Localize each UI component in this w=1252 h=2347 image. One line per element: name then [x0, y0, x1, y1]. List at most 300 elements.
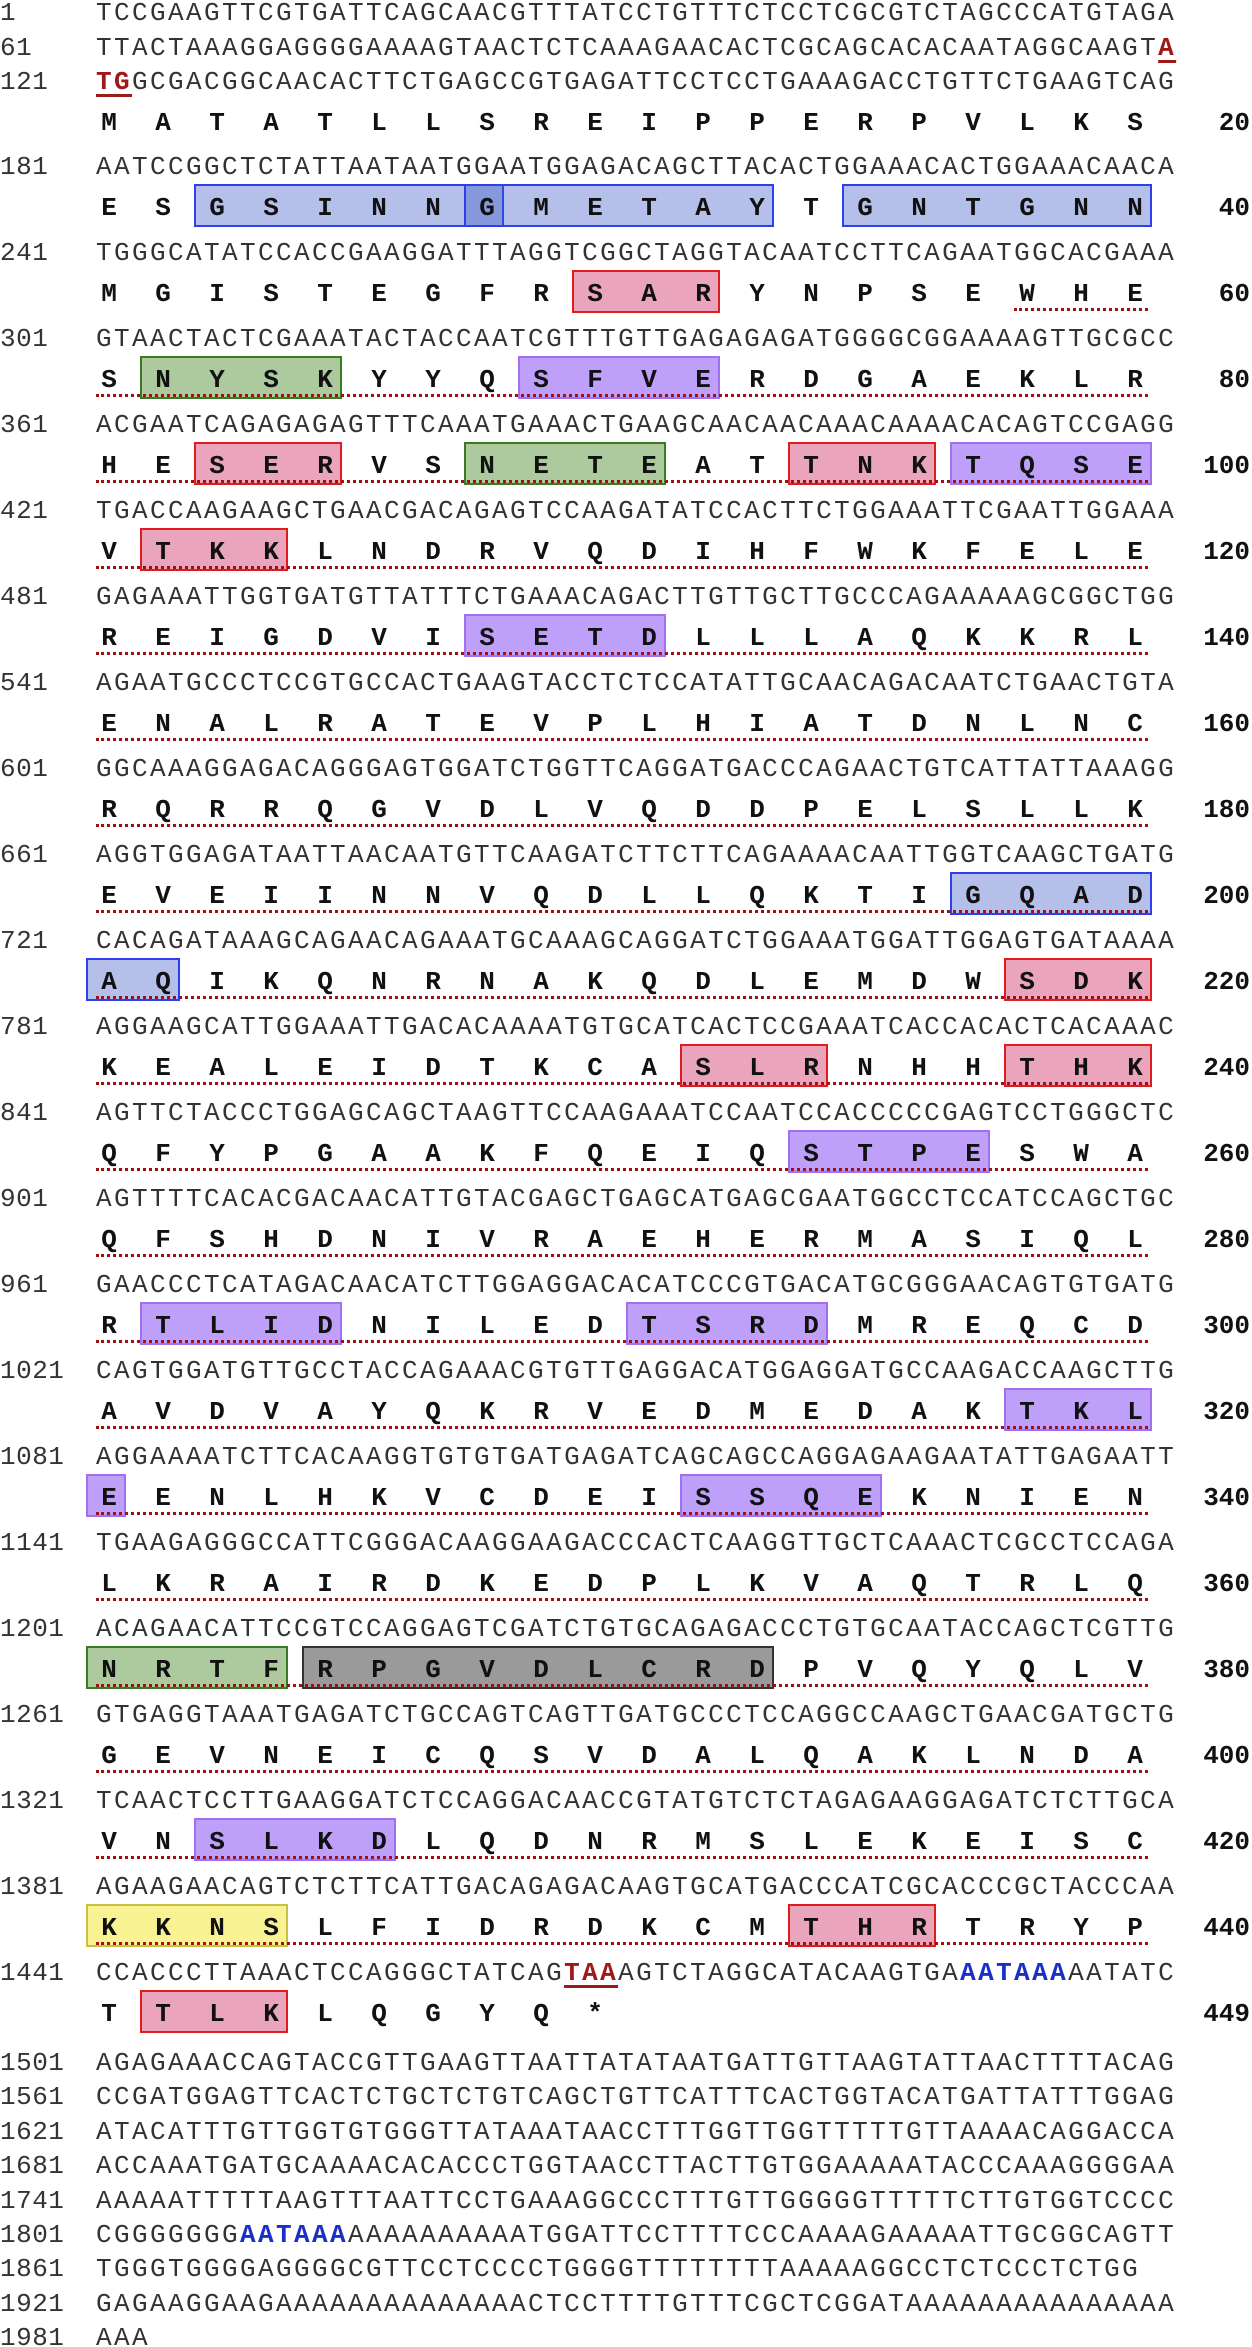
- amino-acid: Q: [911, 1569, 927, 1599]
- amino-acid: V: [533, 537, 549, 567]
- amino-acid: S: [1019, 1139, 1035, 1169]
- sequence-segment: AATATC: [1068, 1958, 1177, 1988]
- sequence-segment: AAA: [96, 2323, 151, 2347]
- residue-count: 440: [1203, 1913, 1250, 1943]
- amino-acid: E: [533, 623, 549, 653]
- line-number: 1501: [0, 2048, 65, 2078]
- amino-acid: T: [155, 537, 171, 567]
- amino-acid: S: [911, 279, 927, 309]
- amino-acid: T: [965, 451, 981, 481]
- amino-acid: C: [1073, 1311, 1089, 1341]
- amino-acid: R: [317, 451, 333, 481]
- amino-acid: Q: [1019, 1655, 1035, 1685]
- amino-acid: S: [965, 795, 981, 825]
- amino-acid: E: [533, 451, 549, 481]
- reading-frame-underline: [96, 394, 1148, 397]
- amino-acid: L: [695, 623, 711, 653]
- amino-acid: K: [263, 967, 279, 997]
- amino-acid: Q: [533, 881, 549, 911]
- amino-acid: W: [857, 537, 873, 567]
- amino-acid: D: [911, 709, 927, 739]
- amino-acid: S: [749, 1827, 765, 1857]
- amino-acid: N: [209, 1483, 225, 1513]
- amino-acid: L: [749, 1053, 765, 1083]
- sequence-segment: GAGAAATTGGTGATGTTATTTCTGAAACAGACTTGTTGCTTGCCCAGAAAAAGCGGCTGG: [96, 582, 1177, 612]
- amino-acid: D: [425, 537, 441, 567]
- amino-acid: Q: [317, 795, 333, 825]
- amino-acid: A: [641, 1053, 657, 1083]
- line-number: 481: [0, 582, 49, 612]
- amino-acid: D: [587, 1913, 603, 1943]
- residue-count: 400: [1203, 1741, 1250, 1771]
- amino-acid: E: [857, 795, 873, 825]
- amino-acid: T: [1019, 1053, 1035, 1083]
- amino-acid: D: [317, 623, 333, 653]
- amino-acid: I: [1019, 1225, 1035, 1255]
- sequence-segment: TGACCAAGAAGCTGAACGACAGAGTCCAAGATATCCACTTCTGGAAATTCGAATTGGAAA: [96, 496, 1177, 526]
- amino-acid: L: [425, 1827, 441, 1857]
- amino-acid: N: [371, 1225, 387, 1255]
- start-codon: TG: [96, 67, 133, 97]
- amino-acid: V: [641, 365, 657, 395]
- amino-acid: L: [1073, 1655, 1089, 1685]
- amino-acid: H: [695, 1225, 711, 1255]
- residue-count: 180: [1203, 795, 1250, 825]
- amino-acid: Q: [101, 1225, 117, 1255]
- amino-acid: R: [749, 365, 765, 395]
- amino-acid: Q: [911, 623, 927, 653]
- amino-acid: F: [533, 1139, 549, 1169]
- amino-acid: V: [425, 1483, 441, 1513]
- amino-acid: I: [641, 108, 657, 138]
- amino-acid: I: [425, 1913, 441, 1943]
- amino-acid: H: [101, 451, 117, 481]
- amino-acid: N: [857, 1053, 873, 1083]
- amino-acid: L: [749, 967, 765, 997]
- sequence-segment: TGGGTGGGGAGGGGCGTTCCTCCCCTGGGGTTTTTTTTAAAAAGGCCTCTCCCTCTGG: [96, 2254, 1141, 2285]
- amino-acid: N: [155, 709, 171, 739]
- amino-acid: A: [533, 967, 549, 997]
- amino-acid: R: [533, 108, 549, 138]
- amino-acid: Y: [425, 365, 441, 395]
- nucleotide-sequence: [96, 1528, 1176, 1558]
- amino-acid: I: [695, 537, 711, 567]
- amino-acid: Q: [641, 795, 657, 825]
- line-number: 1141: [0, 1528, 65, 1558]
- sequence-segment: CCACCCTTAAACTCCAGGGCTATCAG: [96, 1958, 565, 1988]
- amino-acid: S: [425, 451, 441, 481]
- amino-acid: A: [101, 1397, 117, 1427]
- amino-acid: K: [1073, 108, 1089, 138]
- residue-count: 240: [1203, 1053, 1250, 1083]
- amino-acid: K: [911, 1827, 927, 1857]
- amino-acid: E: [587, 108, 603, 138]
- amino-acid: M: [749, 1397, 765, 1427]
- amino-acid: L: [101, 1569, 117, 1599]
- amino-acid: D: [695, 795, 711, 825]
- reading-frame-underline: [96, 1770, 1148, 1773]
- amino-acid: V: [209, 1741, 225, 1771]
- amino-acid: N: [155, 1827, 171, 1857]
- amino-acid: S: [263, 193, 279, 223]
- residue-count: 160: [1203, 709, 1250, 739]
- amino-acid: A: [587, 1225, 603, 1255]
- amino-acid: R: [911, 1913, 927, 1943]
- amino-acid: D: [749, 1655, 765, 1685]
- amino-acid: E: [533, 1569, 549, 1599]
- line-number: 1921: [0, 2288, 65, 2319]
- amino-acid: N: [911, 193, 927, 223]
- amino-acid: Y: [209, 1139, 225, 1169]
- amino-acid: A: [1127, 1741, 1143, 1771]
- amino-acid: R: [101, 1311, 117, 1341]
- amino-acid: A: [209, 1053, 225, 1083]
- amino-acid: Y: [1073, 1913, 1089, 1943]
- amino-acid: A: [209, 709, 225, 739]
- polyadenylation-signal: AATAAA: [960, 1958, 1069, 1988]
- motif-box-blue: [464, 184, 774, 227]
- sequence-segment: GCGACGGCAACACTTCTGAGCCGTGAGATTCCTCCTGAAAGACCTGTTCTGAAGTCAG: [132, 67, 1177, 97]
- amino-acid: P: [803, 1655, 819, 1685]
- line-number: 301: [0, 324, 49, 354]
- amino-acid: C: [479, 1483, 495, 1513]
- amino-acid: L: [1127, 623, 1143, 653]
- amino-acid: S: [263, 365, 279, 395]
- sequence-segment: AGGAAGCATTGGAAATTGACACAAAATGTGCATCACTCCGAAATCACCACACTCACAAAC: [96, 1012, 1177, 1042]
- amino-acid: E: [155, 1053, 171, 1083]
- amino-acid: A: [695, 1741, 711, 1771]
- amino-acid: V: [857, 1655, 873, 1685]
- sequence-segment: ACAGAACATTCCGTCCAGGAGTCGATCTGTGCAGAGACCCTGTGCAATACCAGCTCGTTG: [96, 1614, 1177, 1644]
- amino-acid: Y: [371, 1397, 387, 1427]
- amino-acid: N: [965, 1483, 981, 1513]
- amino-acid: W: [965, 967, 981, 997]
- amino-acid: E: [263, 451, 279, 481]
- amino-acid: M: [857, 967, 873, 997]
- amino-acid: S: [101, 365, 117, 395]
- amino-acid: D: [479, 1913, 495, 1943]
- nucleotide-sequence: [96, 582, 1176, 612]
- amino-acid: G: [425, 279, 441, 309]
- nucleotide-sequence: [96, 1098, 1176, 1128]
- amino-acid: T: [425, 709, 441, 739]
- amino-acid: R: [263, 795, 279, 825]
- amino-acid: D: [317, 1311, 333, 1341]
- amino-acid: G: [155, 279, 171, 309]
- amino-acid: N: [209, 1913, 225, 1943]
- amino-acid: Y: [749, 279, 765, 309]
- amino-acid: G: [101, 1741, 117, 1771]
- amino-acid: R: [803, 1225, 819, 1255]
- amino-acid: N: [1073, 193, 1089, 223]
- amino-acid: L: [911, 795, 927, 825]
- amino-acid: K: [965, 1397, 981, 1427]
- amino-acid: K: [911, 1483, 927, 1513]
- amino-acid: L: [479, 1311, 495, 1341]
- amino-acid: F: [155, 1139, 171, 1169]
- amino-acid: F: [587, 365, 603, 395]
- reading-frame-underline: [96, 1942, 1148, 1945]
- line-number: 841: [0, 1098, 49, 1128]
- residue-count: 360: [1203, 1569, 1250, 1599]
- amino-acid: K: [155, 1569, 171, 1599]
- amino-acid: E: [371, 279, 387, 309]
- amino-acid: L: [1127, 1397, 1143, 1427]
- amino-acid: G: [317, 1139, 333, 1169]
- amino-acid: A: [641, 279, 657, 309]
- amino-acid: S: [695, 1311, 711, 1341]
- nucleotide-sequence: [96, 324, 1176, 354]
- amino-acid: T: [857, 709, 873, 739]
- amino-acid: K: [533, 1053, 549, 1083]
- amino-acid: Y: [209, 365, 225, 395]
- amino-acid: N: [263, 1741, 279, 1771]
- amino-acid: K: [1019, 365, 1035, 395]
- amino-acid: E: [317, 1741, 333, 1771]
- amino-acid: K: [209, 537, 225, 567]
- nucleotide-sequence: [96, 2289, 1176, 2319]
- amino-acid: V: [803, 1569, 819, 1599]
- reading-frame-underline: [96, 1340, 1148, 1343]
- amino-acid: N: [425, 193, 441, 223]
- amino-acid: R: [911, 1311, 927, 1341]
- reading-frame-underline: [96, 480, 1148, 483]
- amino-acid: I: [209, 967, 225, 997]
- amino-acid: L: [587, 1655, 603, 1685]
- sequence-segment: GGCAAAGGAGACAGGGAGTGGATCTGGTTCAGGATGACCCAGAACTGTCATTATTAAAGG: [96, 754, 1177, 784]
- amino-acid: I: [1019, 1827, 1035, 1857]
- amino-acid: L: [965, 1741, 981, 1771]
- amino-acid: G: [965, 881, 981, 911]
- sequence-segment: AGTCTAGGCATACAAGTGA: [618, 1958, 961, 1988]
- amino-acid: L: [371, 108, 387, 138]
- amino-acid: I: [371, 1053, 387, 1083]
- amino-acid: V: [155, 1397, 171, 1427]
- amino-acid: G: [857, 193, 873, 223]
- nucleotide-sequence: [96, 2220, 1176, 2250]
- amino-acid: N: [479, 451, 495, 481]
- residue-count: 60: [1218, 279, 1250, 309]
- amino-acid: D: [695, 967, 711, 997]
- amino-acid: E: [1127, 451, 1143, 481]
- amino-acid: L: [209, 1311, 225, 1341]
- amino-acid: A: [857, 623, 873, 653]
- reading-frame-underline: [96, 1254, 1148, 1257]
- amino-acid: A: [155, 108, 171, 138]
- residue-count: 140: [1203, 623, 1250, 653]
- amino-acid: D: [641, 537, 657, 567]
- amino-acid: S: [209, 1827, 225, 1857]
- amino-acid: M: [101, 108, 117, 138]
- amino-acid: K: [1127, 967, 1143, 997]
- amino-acid: P: [1127, 1913, 1143, 1943]
- amino-acid: K: [263, 1999, 279, 2029]
- amino-acid: L: [1073, 1569, 1089, 1599]
- amino-acid: S: [209, 451, 225, 481]
- amino-acid: M: [533, 193, 549, 223]
- line-number: 1741: [0, 2185, 65, 2216]
- sequence-segment: TCAACTCCTTGAAGGATCTCCAGGACAACCGTATGTCTCTAGAGAAGGAGATCTCTTGCA: [96, 1786, 1177, 1816]
- residue-count: 200: [1203, 881, 1250, 911]
- amino-acid: A: [857, 1569, 873, 1599]
- line-number: 121: [0, 67, 49, 97]
- sequence-segment: AAAAATTTTTAAGTTTAATTCCTGAAAGGCCCTTTGTTGGGGGTTTTTCTTGTGGTCCCC: [96, 2185, 1177, 2216]
- amino-acid: R: [857, 108, 873, 138]
- amino-acid: A: [911, 1225, 927, 1255]
- sequence-segment: AGTTCTACCCTGGAGCAGCTAAGTTCCAAGAAATCCAATCCACCCCCGAGTCCTGGGCTC: [96, 1098, 1177, 1128]
- amino-acid: I: [317, 1569, 333, 1599]
- amino-acid: T: [641, 193, 657, 223]
- amino-acid: *: [587, 1999, 603, 2029]
- amino-acid: A: [911, 365, 927, 395]
- amino-acid: A: [101, 967, 117, 997]
- amino-acid: Q: [371, 1999, 387, 2029]
- amino-acid: E: [101, 709, 117, 739]
- amino-acid: E: [209, 881, 225, 911]
- amino-acid: C: [641, 1655, 657, 1685]
- residue-count: 260: [1203, 1139, 1250, 1169]
- amino-acid: A: [911, 1397, 927, 1427]
- amino-acid: E: [1073, 1483, 1089, 1513]
- amino-acid: Q: [587, 1139, 603, 1169]
- amino-acid: A: [857, 1741, 873, 1771]
- amino-acid: E: [695, 365, 711, 395]
- sequence-segment: ACCAAATGATGCAAAACACACCCTGGTAACCTTACTTGTGGAAAAATACCCAAAGGGGAA: [96, 2151, 1177, 2182]
- nucleotide-sequence: [96, 2048, 1176, 2078]
- reading-frame-underline: [96, 1082, 1148, 1085]
- amino-acid: N: [479, 967, 495, 997]
- amino-acid: K: [641, 1913, 657, 1943]
- amino-acid: A: [1073, 881, 1089, 911]
- amino-acid: E: [479, 709, 495, 739]
- amino-acid: T: [155, 1999, 171, 2029]
- amino-acid: K: [479, 1397, 495, 1427]
- amino-acid: I: [263, 881, 279, 911]
- nucleotide-sequence: [96, 152, 1176, 182]
- amino-acid: Q: [1019, 451, 1035, 481]
- amino-acid: E: [533, 1311, 549, 1341]
- amino-acid: V: [479, 1225, 495, 1255]
- amino-acid: R: [317, 1655, 333, 1685]
- amino-acid: I: [1019, 1483, 1035, 1513]
- amino-acid: R: [1073, 623, 1089, 653]
- amino-acid: R: [533, 279, 549, 309]
- amino-acid: R: [533, 1913, 549, 1943]
- amino-acid: L: [1073, 365, 1089, 395]
- amino-acid: L: [263, 1483, 279, 1513]
- amino-acid: D: [911, 967, 927, 997]
- nucleotide-sequence: [96, 2186, 1176, 2216]
- nucleotide-sequence: [96, 668, 1176, 698]
- amino-acid: K: [965, 623, 981, 653]
- amino-acid: N: [371, 193, 387, 223]
- sequence-segment: AGAAGAACAGTCTCTTCATTGACAGAGACAAGTGCATGACCCATCGCACCCGCTACCCAA: [96, 1872, 1177, 1902]
- residue-count: 40: [1218, 193, 1250, 223]
- sequence-segment: TGAAGAGGGCCATTCGGGACAAGGAAGACCCACTCAAGGTTGCTCAAACTCGCCTCCAGA: [96, 1528, 1177, 1558]
- amino-acid: A: [371, 1139, 387, 1169]
- amino-acid: D: [749, 795, 765, 825]
- amino-acid: N: [1073, 709, 1089, 739]
- sequence-segment: CGGGGGGG: [96, 2220, 241, 2250]
- amino-acid: V: [587, 1397, 603, 1427]
- amino-acid: E: [101, 1483, 117, 1513]
- amino-acid: C: [1127, 709, 1143, 739]
- amino-acid: E: [803, 108, 819, 138]
- amino-acid: Q: [425, 1397, 441, 1427]
- amino-acid: Y: [479, 1999, 495, 2029]
- amino-acid: Q: [155, 967, 171, 997]
- nucleotide-sequence: [96, 1442, 1176, 1472]
- amino-acid: L: [1127, 1225, 1143, 1255]
- amino-acid: N: [1127, 193, 1143, 223]
- amino-acid: L: [533, 795, 549, 825]
- sequence-segment: GTAACTACTCGAAATACTACCAATCGTTTGTTGAGAGAGATGGGGCGGAAAAGTTGCGCC: [96, 324, 1177, 354]
- amino-acid: M: [101, 279, 117, 309]
- amino-acid: C: [587, 1053, 603, 1083]
- amino-acid: E: [587, 193, 603, 223]
- residue-count: 220: [1203, 967, 1250, 997]
- polyadenylation-signal: AATAAA: [240, 2220, 349, 2250]
- amino-acid: V: [1127, 1655, 1143, 1685]
- amino-acid: E: [155, 623, 171, 653]
- amino-acid: Q: [533, 1999, 549, 2029]
- amino-acid: V: [371, 623, 387, 653]
- amino-acid: L: [1019, 795, 1035, 825]
- amino-acid: I: [641, 1483, 657, 1513]
- amino-acid: K: [317, 1827, 333, 1857]
- amino-acid: H: [317, 1483, 333, 1513]
- amino-acid: V: [965, 108, 981, 138]
- amino-acid: Q: [101, 1139, 117, 1169]
- amino-acid: L: [1019, 108, 1035, 138]
- amino-acid: E: [101, 881, 117, 911]
- amino-acid: D: [1073, 967, 1089, 997]
- amino-acid: F: [371, 1913, 387, 1943]
- residue-count: 100: [1203, 451, 1250, 481]
- amino-acid: I: [317, 193, 333, 223]
- reading-frame-underline: [96, 1512, 1148, 1515]
- residue-count: 280: [1203, 1225, 1250, 1255]
- sequence-segment: AGGAAAATCTTCACAAGGTGTGTGATGAGATCAGCAGCCAGGAGAAGAATATTGAGAATT: [96, 1442, 1177, 1472]
- amino-acid: A: [263, 1569, 279, 1599]
- amino-acid: R: [317, 709, 333, 739]
- amino-acid: F: [803, 537, 819, 567]
- line-number: 781: [0, 1012, 49, 1042]
- amino-acid: R: [101, 795, 117, 825]
- amino-acid: T: [857, 1139, 873, 1169]
- amino-acid: F: [263, 1655, 279, 1685]
- amino-acid: D: [587, 881, 603, 911]
- amino-acid: K: [749, 1569, 765, 1599]
- amino-acid: E: [965, 1827, 981, 1857]
- amino-acid: A: [425, 1139, 441, 1169]
- line-number: 241: [0, 238, 49, 268]
- amino-acid: S: [155, 193, 171, 223]
- amino-acid: H: [965, 1053, 981, 1083]
- amino-acid: N: [857, 451, 873, 481]
- amino-acid: D: [803, 365, 819, 395]
- amino-acid: S: [533, 1741, 549, 1771]
- amino-acid: K: [911, 451, 927, 481]
- amino-acid: N: [155, 365, 171, 395]
- line-number: 361: [0, 410, 49, 440]
- line-number: 1621: [0, 2116, 65, 2147]
- amino-acid: L: [1019, 709, 1035, 739]
- amino-acid: D: [533, 1655, 549, 1685]
- amino-acid: N: [101, 1655, 117, 1685]
- amino-acid: P: [641, 1569, 657, 1599]
- amino-acid: I: [371, 1741, 387, 1771]
